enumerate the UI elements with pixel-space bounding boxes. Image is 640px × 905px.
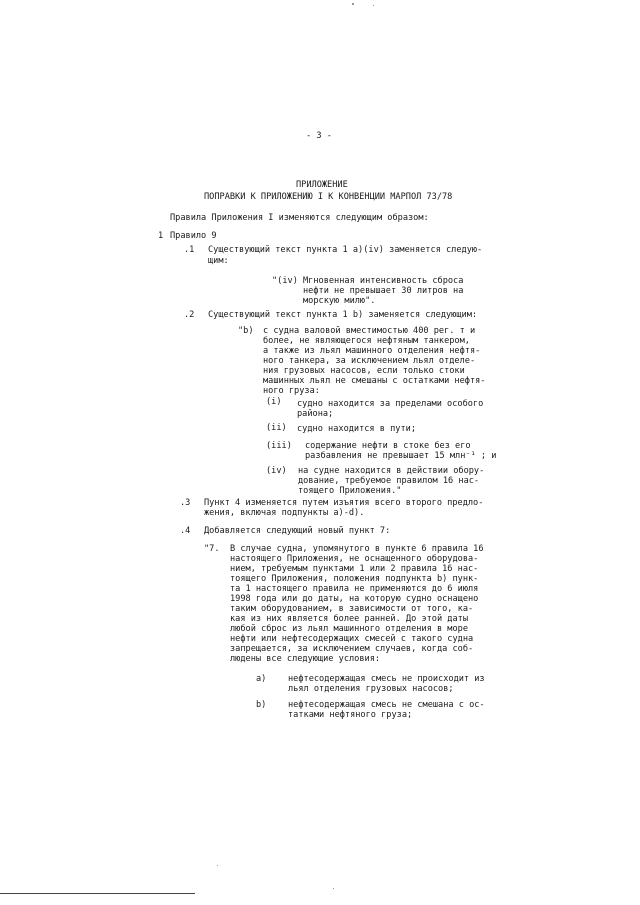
item-text-line: Пункт 4 изменяется путем изъятия всего второго предло- [204,498,484,508]
quote-line: с судна валовой вместимостью 400 рег. т и [263,326,476,336]
quote-mark: "(iv) [272,276,298,286]
condition-line: нефтесодержащая смесь не происходит из [288,674,485,684]
subitem-number: (ii) [266,423,287,433]
intro-text: Правила Приложения I изменяются следующим образом: [170,213,429,223]
quote-line: ного танкера, за исключением льял отделе- [263,356,476,366]
subitem-number: (iv) [266,466,287,476]
subitem-line: на судне находится в действии обору- [298,466,485,476]
item-text-line: Добавляется следующий новый пункт 7: [204,526,391,536]
condition-line: льял отделения грузовых насосов; [288,684,454,694]
para7-line: настоящего Приложения, не оснащенного оборудова- [230,554,479,564]
subitem-line: содержание нефти в стоке без его [305,441,471,451]
item-text-line: щим: [208,256,229,266]
para7-line: та 1 настоящего правила не применяются до 6 июля [230,584,479,594]
subitem-number: (iii) [266,441,292,451]
quote-line: нефти не превышает 30 литров на [303,286,464,296]
quote-line: более, не являющегося нефтяным танкером, [263,336,470,346]
scan-speck [373,5,374,6]
subitem-number: (i) [266,397,282,407]
para7-line: людены все следующие условия: [230,654,381,664]
para7-line: таким оборудованием, в зависимости от того, ка- [230,604,474,614]
para7-line: нефти или нефтесодержащих смесей с такого судна [230,634,474,644]
subitem-line: судно находится за пределами особого [297,399,484,409]
para7-line: В случае судна, упомянутого в пункте 6 правила 16 [230,544,484,554]
item-text-line: Существующий текст пункта 1 а)(iv) заменяется следую- [208,245,483,255]
subitem-line: дование, требуемое правилом 16 нас- [298,476,480,486]
section-number: 1 [158,231,164,241]
quote-line: машинных льял не смешаны с остатками нефтя- [263,376,486,386]
item-number: .4 [180,526,191,536]
condition-number: a) [256,674,267,684]
item-number: .2 [184,310,195,320]
quote-line: ния грузовых насосов, если только стоки [263,366,465,376]
condition-line: нефтесодержащая смесь не смешана с ос- [288,700,485,710]
scan-speck [352,3,354,5]
item-number: .3 [180,498,191,508]
para7-line: нием, требуемым пунктами 1 или 2 правила 16 нас- [230,564,479,574]
bottom-scan-line [0,893,195,894]
item-number: .1 [184,245,195,255]
appendix-title: ПРИЛОЖЕНИЕ [296,180,348,190]
para7-mark: "7. [204,544,220,554]
subitem-line: тоящего Приложения." [298,486,402,496]
para7-line: 1998 года или до даты, на которую судно оснащено [230,594,479,604]
quote-mark: "b) [238,326,254,336]
subitem-line: разбавления не превышает 15 млн⁻¹ ; и [305,451,497,461]
item-text-line: Существующий текст пункта 1 b) заменяется следующим: [208,310,478,320]
subitem-line: судно находится в пути; [297,424,416,434]
para7-line: любой сброс из льял машинного отделения в море [230,624,468,634]
condition-number: b) [256,700,267,710]
para7-line: запрещается, за исключением случаев, когда соб- [230,644,474,654]
quote-line: Мгновенная интенсивность сброса [303,276,464,286]
scan-speck [333,888,334,889]
subitem-line: района; [297,409,334,419]
rule-heading: Правило 9 [170,231,217,241]
scan-speck [217,865,218,866]
item-text-line: жения, включая подпункты а)-d). [204,508,365,518]
quote-line: морскую милю". [303,296,376,306]
page-number: - 3 - [306,131,332,141]
condition-line: татками нефтяного груза; [288,710,413,720]
quote-line: а также из льял машинного отделения нефтя- [263,346,481,356]
para7-line: кая из них является более ранней. До этой даты [230,614,468,624]
para7-line: тоящего Приложения, положения подпункта b) пунк- [230,574,479,584]
amendments-title: ПОПРАВКИ К ПРИЛОЖЕНИЮ I К КОНВЕНЦИИ МАРПОЛ 73/78 [204,192,453,202]
quote-line: ного груза: [263,386,320,396]
